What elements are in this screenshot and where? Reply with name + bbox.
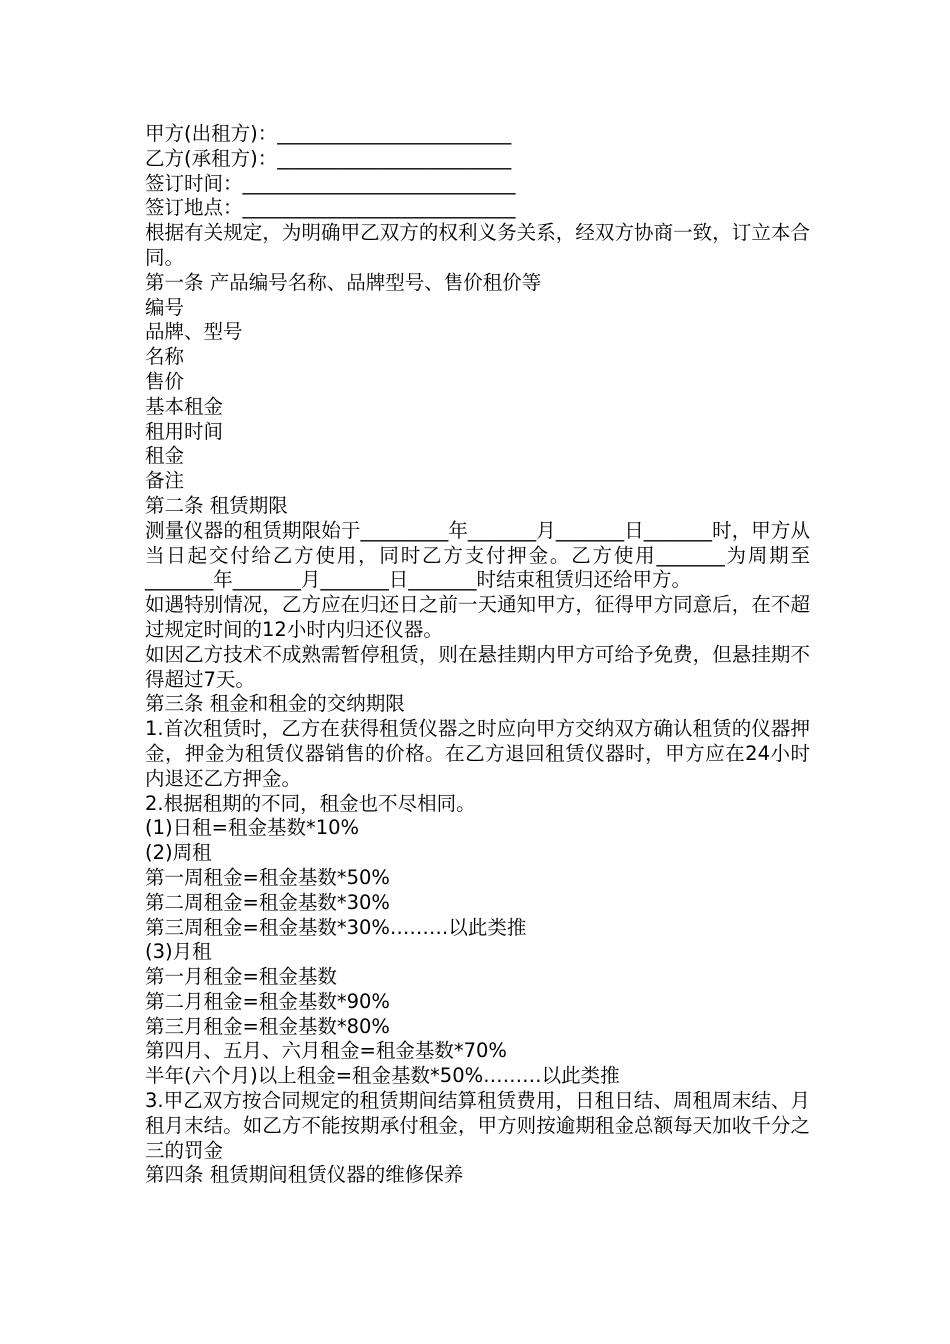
week-3-rule: 第三周租金=租金基数*30%………以此类推 — [145, 915, 527, 939]
party-a-line: 甲方(出租方)：________________________ — [145, 122, 512, 145]
weekly-rent-title: (2)周租 — [145, 841, 212, 865]
article-2-paragraph-1: 测量仪器的租赁期限始于_________年_______月_______日_______时，甲方从当日起交付给乙方使用，同时乙方支付押金。乙方使用_______为周期至_______年_______月_______日_______时结束租赁归还给甲方。 — [145, 518, 810, 592]
article-3-paragraph-3: 3.甲乙双方按合同规定的租赁期间结算租赁费用，日租日结、周租周末结、月租月末结。如乙方不能按期承付租金，甲方则按逾期租金总额每天加收千分之三的罚金 — [145, 1089, 810, 1162]
article-3-title: 第三条 租金和租金的交纳期限 — [145, 692, 405, 716]
half-year-rule: 半年(六个月)以上租金=租金基数*50%………以此类推 — [145, 1064, 620, 1088]
field-brand-model: 品牌、型号 — [145, 320, 243, 344]
article-1-title: 第一条 产品编号名称、品牌型号、售价租价等 — [145, 270, 542, 294]
sign-time-line: 签订时间：____________________________ — [145, 171, 516, 195]
field-remarks: 备注 — [145, 469, 185, 493]
field-rent: 租金 — [145, 444, 185, 468]
field-number: 编号 — [145, 295, 185, 319]
monthly-rent-title: (3)月租 — [145, 940, 212, 964]
article-2-title: 第二条 租赁期限 — [145, 493, 288, 517]
sign-place-line: 签订地点：____________________________ — [145, 196, 516, 220]
article-3-paragraph-1: 1.首次租赁时，乙方在获得租赁仪器之时应向甲方交纳双方确认租赁的仪器押金，押金为租赁仪器销售的价格。在乙方退回租赁仪器时，甲方应在24小时内退还乙方押金。 — [145, 717, 810, 790]
party-b-line: 乙方(承租方)：________________________ — [145, 146, 512, 170]
daily-rent-rule: (1)日租=租金基数*10% — [145, 816, 360, 840]
month-3-rule: 第三月租金=租金基数*80% — [145, 1014, 390, 1038]
month-2-rule: 第二月租金=租金基数*90% — [145, 989, 390, 1013]
field-base-rent: 基本租金 — [145, 394, 224, 418]
week-2-rule: 第二周租金=租金基数*30% — [145, 890, 390, 914]
article-2-paragraph-3: 如因乙方技术不成熟需暂停租赁，则在悬挂期内甲方可给予免费，但悬挂期不得超过7天。 — [145, 642, 810, 691]
field-price: 售价 — [145, 369, 185, 393]
article-3-paragraph-2: 2.根据租期的不同，租金也不尽相同。 — [145, 791, 476, 815]
week-1-rule: 第一周租金=租金基数*50% — [145, 865, 390, 889]
article-4-title: 第四条 租赁期间租赁仪器的维修保养 — [145, 1163, 464, 1187]
month-1-rule: 第一月租金=租金基数 — [145, 965, 337, 989]
month-4-6-rule: 第四月、五月、六月租金=租金基数*70% — [145, 1039, 507, 1063]
article-2-paragraph-2: 如遇特别情况，乙方应在归还日之前一天通知甲方，征得甲方同意后，在不超过规定时间的12小时内归还仪器。 — [145, 593, 810, 641]
field-rental-time: 租用时间 — [145, 419, 224, 443]
intro-paragraph: 根据有关规定，为明确甲乙双方的权利义务关系，经双方协商一致，订立本合同。 — [145, 221, 810, 269]
contract-body — [145, 122, 810, 1188]
field-name: 名称 — [145, 345, 185, 369]
